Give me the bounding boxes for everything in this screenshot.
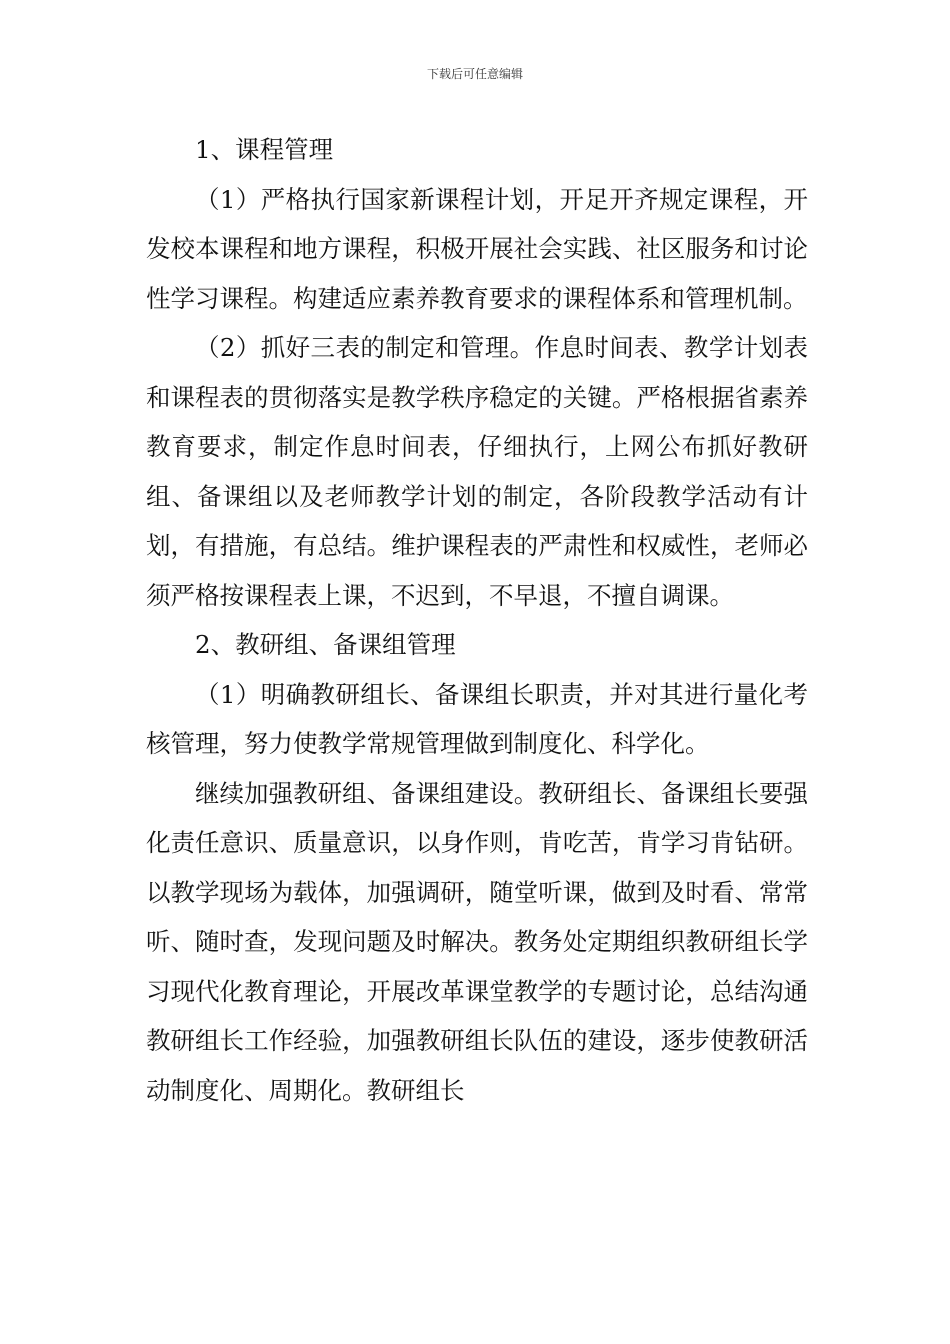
header-note: 下载后可任意编辑 [426,67,523,81]
section-heading-2: 2、教研组、备课组管理 [195,630,456,659]
paragraph-1-1: （1）严格执行国家新课程计划，开足开齐规定课程，开发校本课程和地方课程，积极开展社会实践、社区服务和讨论性学习课程。构建适应素养教育要求的课程体系和管理机制。 [146,184,808,313]
paragraph-1-2: （2）抓好三表的制定和管理。作息时间表、教学计划表和课程表的贯彻落实是教学秩序稳定的关键。严格根据省素养教育要求，制定作息时间表，仔细执行，上网公布抓好教研组、备课组以及老师教学计划的制定，各阶段教学活动有计划，有措施，有总结。维护课程表的严肃性和权威性，老师必须严格按课程表上课，不迟到，不早退，不擅自调课。 [146,333,808,610]
paragraph-2-2: 继续加强教研组、备课组建设。教研组长、备课组长要强化责任意识、质量意识，以身作则，肯吃苦，肯学习肯钻研。以教学现场为载体，加强调研，随堂听课，做到及时看、常常听、随时查，发现问题及时解决。教务处定期组织教研组长学习现代化教育理论，开展改革课堂教学的专题讨论，总结沟通教研组长工作经验，加强教研组长队伍的建设，逐步使教研活动制度化、周期化。教研组长 [146,778,808,1105]
section-heading-1: 1、课程管理 [195,135,334,164]
paragraph-2-1: （1）明确教研组长、备课组长职责，并对其进行量化考核管理，努力使教学常规管理做到制度化、科学化。 [146,679,808,758]
document-body [146,125,808,1115]
